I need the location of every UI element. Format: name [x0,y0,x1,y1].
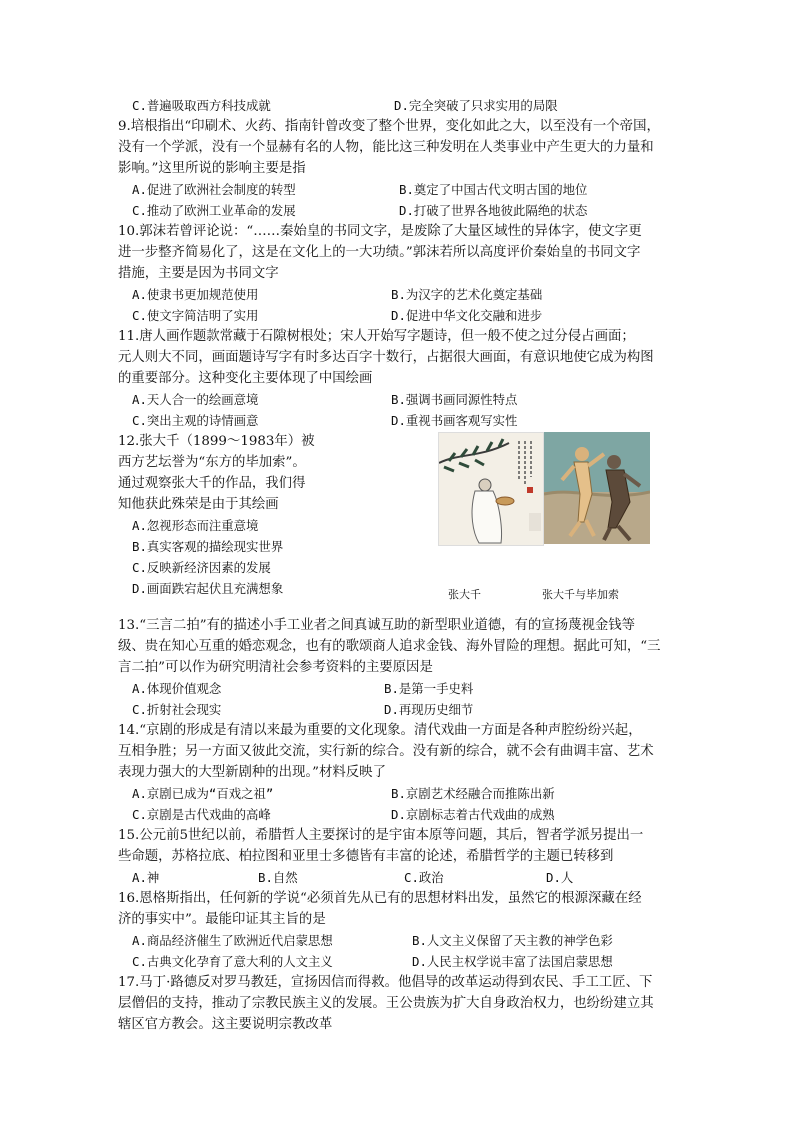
q14-option-c[interactable]: C.京剧是古代戏曲的高峰 [132,807,271,822]
q16-stem-line1: 16.恩格斯指出，任何新的学说“必须首先从已有的思想材料出发，虽然它的根源深藏在经 [118,891,642,906]
q14-stem-line1: 14.“京剧的形成是有清以来最为重要的文化现象。清代戏曲一方面是各种声腔纷纷兴起， [118,723,642,738]
q14-stem-line2: 互相争胜；另一方面又彼此交流，实行新的综合。没有新的综合，就不会有曲调丰富、艺术 [118,744,654,759]
q13-option-b[interactable]: B.是第一手史料 [384,681,474,696]
q12-option-d[interactable]: D.画面跌宕起伏且充满想象 [132,581,284,596]
q9-stem-line3: 影响。”这里所说的影响主要是指 [118,161,306,176]
q13-option-c[interactable]: C.折射社会现实 [132,702,222,717]
q12-stem-line2: 西方艺坛誉为“东方的毕加索”。 [118,455,306,470]
q17-stem-line3: 辖区官方教会。这主要说明宗教改革 [118,1017,333,1032]
q12-option-c[interactable]: C.反映新经济因素的发展 [132,560,271,575]
q9-option-c[interactable]: C.推动了欧洲工业革命的发展 [132,203,296,218]
q13-stem-line1: 13.“三言二拍”有的描述小手工业者之间真诚互助的新型职业道德，有的宣扬蔑视金钱等 [118,618,636,633]
q12-option-b[interactable]: B.真实客观的描绘现实世界 [132,539,284,554]
q9-option-b[interactable]: B.奠定了中国古代文明古国的地位 [399,182,588,197]
zhang-daqian-painting [438,432,544,546]
q8-option-d[interactable]: D.完全突破了只求实用的局限 [394,98,558,113]
q11-option-b[interactable]: B.强调书画同源性特点 [391,392,518,407]
q13-option-a[interactable]: A.体现价值观念 [132,681,222,696]
q15-option-d[interactable]: D.人 [546,870,574,885]
q14-option-d[interactable]: D.京剧标志着古代戏曲的成熟 [391,807,555,822]
q15-option-b[interactable]: B.自然 [258,870,298,885]
q13-stem-line3: 言二拍”可以作为研究明清社会参考资料的主要原因是 [118,660,433,675]
caption-zhang-and-picasso: 张大千与毕加索 [542,588,619,601]
q9-option-d[interactable]: D.打破了世界各地彼此隔绝的状态 [399,203,588,218]
q16-option-d[interactable]: D.人民主权学说丰富了法国启蒙思想 [412,954,613,969]
q15-stem-line2: 些命题，苏格拉底、柏拉图和亚里士多德皆有丰富的论述，希腊哲学的主题已转移到 [118,849,614,864]
q15-option-c[interactable]: C.政治 [404,870,444,885]
q12-stem-line3: 通过观察张大千的作品，我们得 [118,476,306,491]
q12-stem-line4: 知他获此殊荣是由于其绘画 [118,497,279,512]
q17-stem-line1: 17.马丁·路德反对罗马教廷，宣扬因信而得救。他倡导的改革运动得到农民、手工工匠、下 [118,975,653,990]
q11-stem-line1: 11.唐人画作题款常藏于石隙树根处；宋人开始写字题诗，但一般不使之过分侵占画面； [118,329,635,344]
q13-option-d[interactable]: D.再现历史细节 [384,702,474,717]
q10-option-d[interactable]: D.促进中华文化交融和进步 [391,308,543,323]
q11-option-d[interactable]: D.重视书画客观写实性 [391,413,518,428]
q17-stem-line2: 层僧侣的支持，推动了宗教民族主义的发展。王公贵族为扩大自身政治权力，也纷纷建立其 [118,996,654,1011]
q10-stem-line1: 10.郭沫若曾评论说：“……秦始皇的书同文字，是废除了大量区域性的异体字，使文字更 [118,224,642,239]
q12-stem-line1: 12.张大千（1899～1983年）被 [118,434,315,449]
q9-option-a[interactable]: A.促进了欧洲社会制度的转型 [132,182,296,197]
q10-option-c[interactable]: C.使文字简洁明了实用 [132,308,259,323]
q15-stem-line1: 15.公元前5世纪以前，希腊哲人主要探讨的是宇宙本原等问题，其后，智者学派另提出一 [118,828,644,843]
q14-option-a[interactable]: A.京剧已成为“百戏之祖” [132,786,274,801]
q15-option-a[interactable]: A.神 [132,870,160,885]
q16-option-c[interactable]: C.古典文化孕育了意大利的人文主义 [132,954,333,969]
q11-stem-line3: 的重要部分。这种变化主要体现了中国绘画 [118,371,373,386]
q12-figure [438,432,650,604]
q8-option-c[interactable]: C.普遍吸取西方科技成就 [132,98,271,113]
q9-stem-line2: 没有一个学派，没有一个显赫有名的人物，能比这三种发明在人类事业中产生更大的力量和 [118,140,654,155]
q11-option-c[interactable]: C.突出主观的诗情画意 [132,413,259,428]
q9-stem-line1: 9.培根指出“印刷术、火药、指南针曾改变了整个世界，变化如此之大，以至没有一个帝国， [118,119,660,134]
q14-option-b[interactable]: B.京剧艺术经融合而推陈出新 [391,786,555,801]
q10-option-b[interactable]: B.为汉字的艺术化奠定基础 [391,287,543,302]
q12-option-a[interactable]: A.忽视形态而注重意境 [132,518,259,533]
q10-option-a[interactable]: A.使隶书更加规范使用 [132,287,259,302]
q13-stem-line2: 级、贵在知心互重的婚恋观念，也有的歌颂商人追求金钱、海外冒险的理想。据此可知，“三 [118,639,661,654]
q16-option-b[interactable]: B.人文主义保留了天主教的神学色彩 [412,933,613,948]
q16-option-a[interactable]: A.商品经济催生了欧洲近代启蒙思想 [132,933,333,948]
zhang-and-picasso-painting [544,432,650,544]
q10-stem-line2: 进一步整齐简易化了，这是在文化上的一大功绩。”郭沫若所以高度评价秦始皇的书同文字 [118,245,641,260]
q10-stem-line3: 措施，主要是因为书同文字 [118,266,279,281]
q16-stem-line2: 济的事实中”。最能印证其主旨的是 [118,912,326,927]
q14-stem-line3: 表现力强大的大型新剧种的出现。”材料反映了 [118,765,386,780]
q11-stem-line2: 元人则大不同，画面题诗写字有时多达百字十数行，占据很大画面，有意识地使它成为构图 [118,350,654,365]
q11-option-a[interactable]: A.天人合一的绘画意境 [132,392,259,407]
caption-zhang-daqian: 张大千 [448,588,481,601]
